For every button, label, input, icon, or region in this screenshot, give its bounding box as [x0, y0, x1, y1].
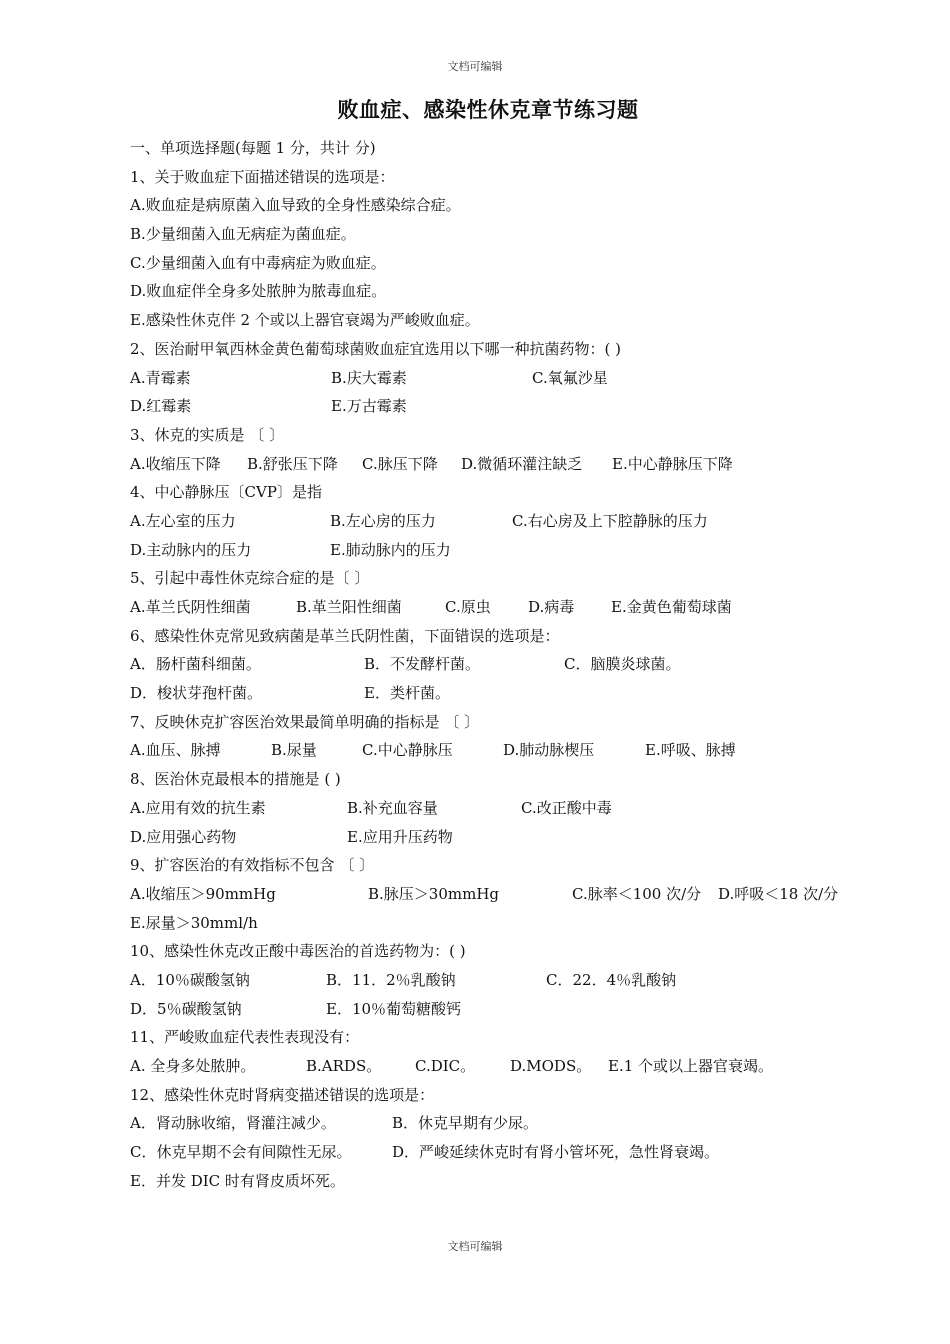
header-note: 文档可编辑 [447, 60, 503, 73]
question-10-option-e: E．10％葡萄糖酸钙 [326, 999, 462, 1018]
question-list [130, 134, 870, 1195]
question-9-options-row-1 [130, 880, 870, 909]
question-9-stem: 9、扩容医治的有效指标不包含 〔 〕 [130, 856, 375, 875]
question-9-option-b: B.脉压＞30mmHg [368, 884, 500, 903]
question-11-option-d: D.MODS。 [510, 1057, 592, 1075]
question-1-option-c: C.少量细菌入血有中毒病症为败血症。 [130, 253, 386, 272]
question-8-option-a: A.应用有效的抗生素 [130, 798, 266, 817]
question-7-option-b: B.尿量 [271, 741, 317, 760]
question-8-options-row-2 [130, 823, 870, 852]
question-2-option-a: A.青霉素 [130, 368, 191, 387]
question-2-stem: 2、医治耐甲氧西林金黄色葡萄球菌败血症宜选用以下哪一种抗菌药物：( ) [130, 339, 622, 358]
question-2-options-row-1 [130, 364, 870, 393]
question-7-options-row-1 [130, 736, 870, 765]
question-4-option-a: A.左心室的压力 [130, 511, 236, 530]
question-8-option-c: C.改正酸中毒 [521, 798, 612, 817]
question-2-option-d: D.红霉素 [130, 397, 192, 416]
question-1-option-b: B.少量细菌入血无病症为菌血症。 [130, 225, 356, 244]
question-1-option-d: D.败血症伴全身多处脓肿为脓毒血症。 [130, 282, 387, 301]
question-9-option-d: D.呼吸＜18 次/分 [718, 884, 839, 903]
question-6-option-d: D．梭状芽孢杆菌。 [130, 684, 263, 703]
footer-note: 文档可编辑 [447, 1240, 503, 1253]
question-8-option-d: D.应用强心药物 [130, 827, 237, 846]
question-11-option-a: A. 全身多处脓肿。 [130, 1057, 256, 1075]
question-6-options-row-2 [130, 679, 870, 708]
question-7-option-a: A.血压、脉搏 [130, 741, 221, 760]
question-12-option-d: D．严峻延续休克时有肾小管坏死，急性肾衰竭。 [392, 1143, 720, 1162]
question-3-option-a: A.收缩压下降 [130, 454, 221, 473]
question-4-options-row-2 [130, 536, 870, 565]
question-7-option-e: E.呼吸、脉搏 [645, 741, 736, 760]
question-10-option-c: C．22．4％乳酸钠 [546, 970, 677, 989]
question-9-option-c: C.脉率＜100 次/分 [572, 884, 702, 903]
question-12-options-row-3 [130, 1167, 870, 1196]
question-12-options-row-1 [130, 1109, 870, 1138]
question-5-stem: 5、引起中毒性休克综合症的是〔 〕 [130, 569, 370, 588]
question-2-option-b: B.庆大霉素 [331, 368, 407, 387]
section-heading: 一、单项选择题(每题 1 分，共计 分) [130, 139, 376, 157]
question-3-options-row-1 [130, 450, 870, 479]
question-3-option-c: C.脉压下降 [362, 454, 438, 473]
question-4-option-b: B.左心房的压力 [330, 511, 436, 530]
question-4-stem: 4、中心静脉压〔CVP〕是指 [130, 483, 322, 502]
question-11-option-c: C.DIC。 [415, 1057, 476, 1075]
question-12-option-a: A．肾动脉收缩，肾灌注减少。 [130, 1114, 336, 1133]
question-11-options-row-1 [130, 1052, 870, 1081]
question-12-option-c: C．休克早期不会有间隙性无尿。 [130, 1143, 352, 1162]
question-7-option-c: C.中心静脉压 [362, 741, 453, 760]
question-11-option-b: B.ARDS。 [306, 1057, 382, 1075]
question-12-stem: 12、感染性休克时肾病变描述错误的选项是： [130, 1085, 435, 1104]
question-6-option-e: E．类杆菌。 [364, 684, 450, 703]
question-6-option-c: C．脑膜炎球菌。 [564, 655, 681, 674]
question-12-option-b: B．休克早期有少尿。 [392, 1114, 539, 1133]
question-3-option-d: D.微循环灌注缺乏 [461, 454, 583, 473]
question-1-option-e: E.感染性休克伴 2 个或以上器官衰竭为严峻败血症。 [130, 311, 480, 330]
question-4-option-e: E.肺动脉内的压力 [330, 540, 451, 559]
question-5-option-d: D.病毒 [528, 598, 575, 616]
question-1-option-a: A.败血症是病原菌入血导致的全身性感染综合症。 [130, 196, 461, 215]
question-12-options-row-2 [130, 1138, 870, 1167]
question-5-option-c: C.原虫 [445, 598, 491, 616]
question-5-options-row-1 [130, 593, 870, 622]
question-4-options-row-1 [130, 507, 870, 536]
question-3-stem: 3、休克的实质是 〔 〕 [130, 425, 285, 444]
question-3-option-e: E.中心静脉压下降 [612, 454, 733, 473]
question-5-option-e: E.金黄色葡萄球菌 [611, 598, 732, 616]
question-3-option-b: B.舒张压下降 [247, 454, 338, 473]
question-9-option-e: E.尿量＞30mml/h [130, 913, 258, 932]
question-12-option-e: E．并发 DIC 时有肾皮质坏死。 [130, 1171, 345, 1190]
question-11-option-e: E.1 个或以上器官衰竭。 [608, 1057, 774, 1075]
question-7-stem: 7、反映休克扩容医治效果最简单明确的指标是 〔 〕 [130, 712, 480, 731]
question-6-option-b: B．不发酵杆菌。 [364, 655, 481, 674]
question-4-option-d: D.主动脉内的压力 [130, 540, 252, 559]
question-2-options-row-2 [130, 392, 870, 421]
question-7-option-d: D.肺动脉楔压 [503, 741, 595, 760]
question-5-option-a: A.革兰氏阴性细菌 [130, 598, 251, 616]
question-6-stem: 6、感染性休克常见致病菌是革兰氏阴性菌，下面错误的选项是： [130, 626, 560, 645]
question-5-option-b: B.革兰阳性细菌 [296, 598, 402, 616]
question-10-options-row-2 [130, 995, 870, 1024]
question-10-option-a: A．10％碳酸氢钠 [130, 970, 250, 989]
question-2-option-e: E.万古霉素 [331, 397, 407, 416]
question-10-option-b: B．11．2％乳酸钠 [326, 970, 456, 989]
question-9-option-a: A.收缩压＞90mmHg [130, 884, 276, 903]
question-1-stem: 1、关于败血症下面描述错误的选项是： [130, 167, 395, 186]
question-10-stem: 10、感染性休克改正酸中毒医治的首选药物为：( ) [130, 942, 466, 961]
document-title: 败血症、感染性休克章节练习题 [337, 97, 639, 122]
question-6-option-a: A．肠杆菌科细菌。 [130, 655, 261, 674]
question-11-stem: 11、严峻败血症代表性表现没有： [130, 1028, 360, 1047]
question-8-stem: 8、医治休克最根本的措施是 ( ) [130, 770, 341, 789]
question-6-options-row-1 [130, 650, 870, 679]
question-8-options-row-1 [130, 794, 870, 823]
question-2-option-c: C.氧氟沙星 [532, 368, 608, 387]
question-10-options-row-1 [130, 966, 870, 995]
question-8-option-e: E.应用升压药物 [347, 827, 453, 846]
question-8-option-b: B.补充血容量 [347, 798, 438, 817]
question-4-option-c: C.右心房及上下腔静脉的压力 [512, 511, 708, 530]
question-10-option-d: D．5％碳酸氢钠 [130, 999, 242, 1018]
question-9-options-row-2 [130, 909, 870, 938]
